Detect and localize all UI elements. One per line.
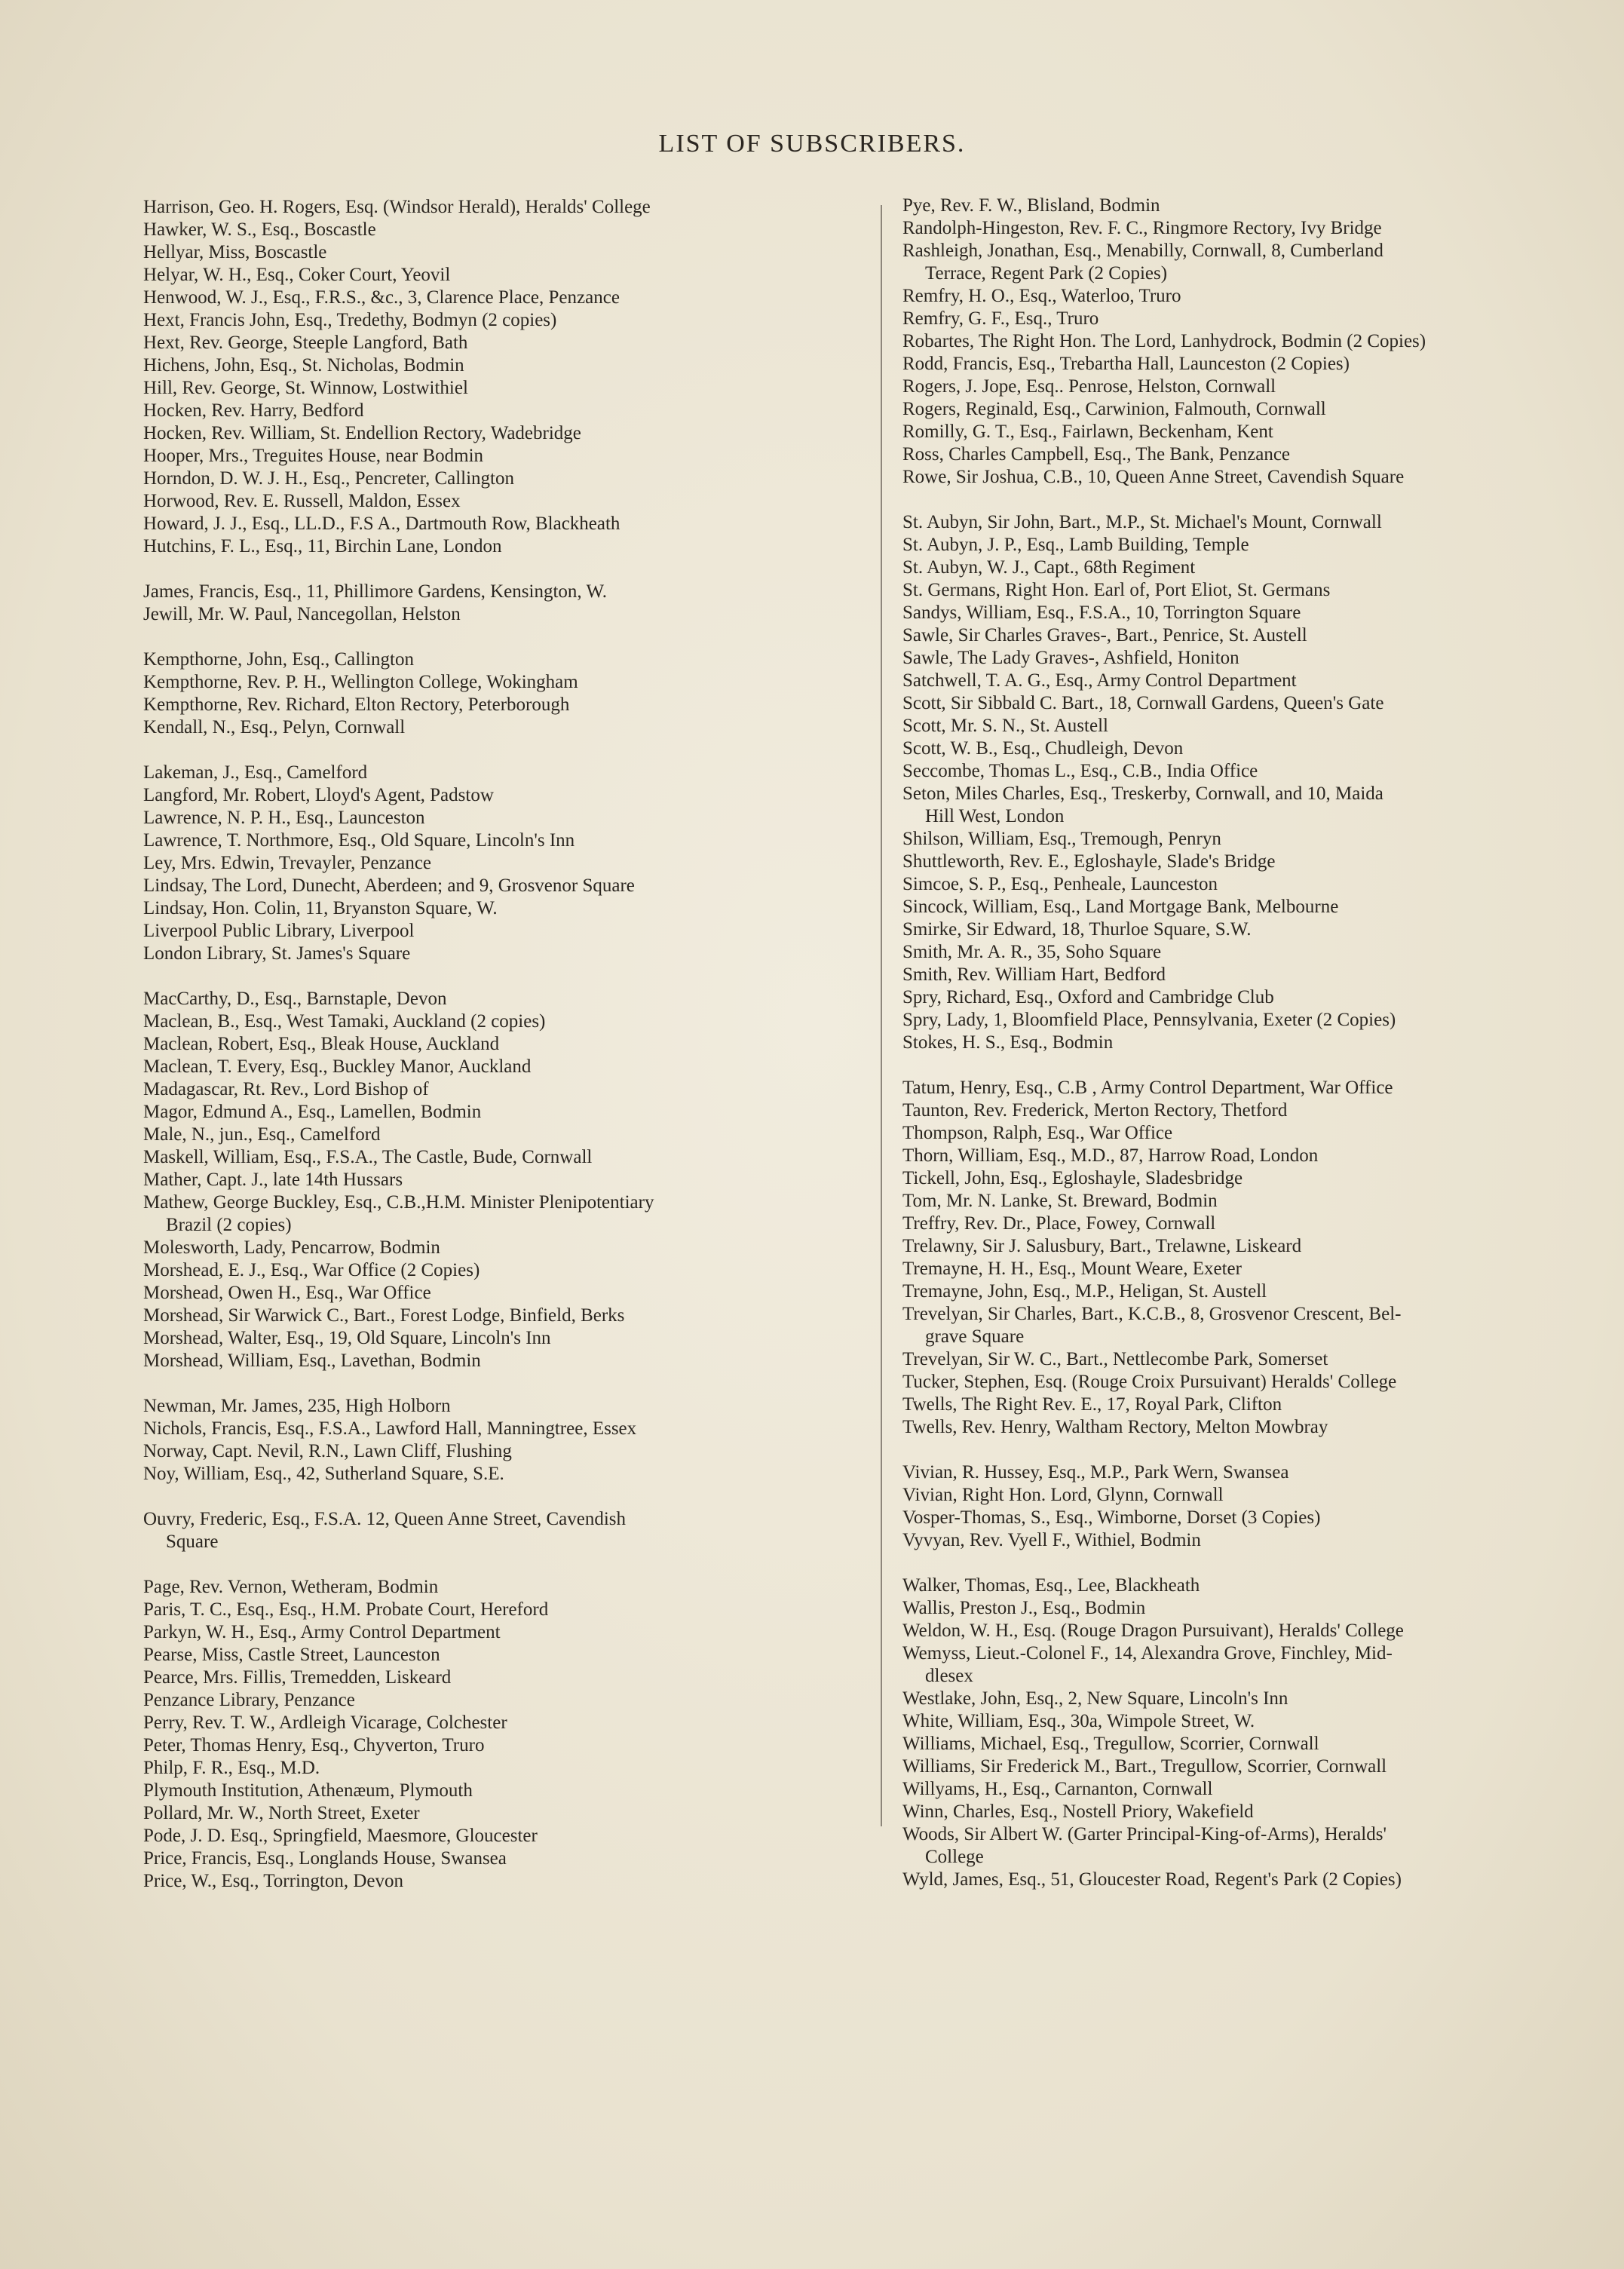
subscriber-entry: Hutchins, F. L., Esq., 11, Birchin Lane, London bbox=[143, 536, 502, 557]
subscriber-entry: Williams, Michael, Esq., Tregullow, Scorrier, Cornwall bbox=[902, 1734, 1319, 1754]
subscriber-entry: Twells, Rev. Henry, Waltham Rectory, Melton Mowbray bbox=[902, 1417, 1328, 1437]
subscriber-entry: Remfry, G. F., Esq., Truro bbox=[902, 308, 1099, 329]
subscriber-entry: Lawrence, T. Northmore, Esq., Old Square, Lincoln's Inn bbox=[143, 830, 575, 851]
subscriber-entry: Lawrence, N. P. H., Esq., Launceston bbox=[143, 808, 425, 828]
subscriber-entry-continuation: Brazil (2 copies) bbox=[166, 1215, 292, 1235]
subscriber-entry: Maskell, William, Esq., F.S.A., The Castle, Bude, Cornwall bbox=[143, 1147, 593, 1167]
subscriber-entry-continuation: Terrace, Regent Park (2 Copies) bbox=[925, 263, 1168, 284]
subscriber-entry: Tremayne, H. H., Esq., Mount Weare, Exeter bbox=[902, 1259, 1242, 1279]
subscriber-entry: Hawker, W. S., Esq., Boscastle bbox=[143, 219, 376, 240]
subscriber-entry: Seccombe, Thomas L., Esq., C.B., India Office bbox=[902, 761, 1258, 781]
subscriber-entry: Mathew, George Buckley, Esq., C.B.,H.M. Minister Plenipotentiary bbox=[143, 1192, 654, 1213]
subscriber-entry: Hichens, John, Esq., St. Nicholas, Bodmin bbox=[143, 355, 464, 376]
subscriber-entry: Henwood, W. J., Esq., F.R.S., &c., 3, Clarence Place, Penzance bbox=[143, 287, 620, 308]
subscriber-entry: London Library, St. James's Square bbox=[143, 943, 411, 964]
subscriber-entry: Walker, Thomas, Esq., Lee, Blackheath bbox=[902, 1575, 1200, 1596]
subscriber-group bbox=[143, 649, 844, 739]
subscriber-entry: Vivian, Right Hon. Lord, Glynn, Cornwall bbox=[902, 1485, 1224, 1505]
subscriber-entry: Shuttleworth, Rev. E., Egloshayle, Slade's Bridge bbox=[902, 851, 1276, 872]
subscriber-entry: Williams, Sir Frederick M., Bart., Tregullow, Scorrier, Cornwall bbox=[902, 1756, 1387, 1777]
subscriber-entry: Mather, Capt. J., late 14th Hussars bbox=[143, 1170, 403, 1190]
subscriber-entry: Rogers, J. Jope, Esq.. Penrose, Helston, Cornwall bbox=[902, 376, 1276, 397]
subscriber-entry: Trevelyan, Sir W. C., Bart., Nettlecombe Park, Somerset bbox=[902, 1349, 1328, 1369]
subscriber-entry: Lindsay, The Lord, Dunecht, Aberdeen; and 9, Grosvenor Square bbox=[143, 875, 635, 896]
subscriber-entry: Weldon, W. H., Esq. (Rouge Dragon Pursuivant), Heralds' College bbox=[902, 1620, 1404, 1641]
subscriber-entry: MacCarthy, D., Esq., Barnstaple, Devon bbox=[143, 989, 447, 1009]
subscriber-entry: Kempthorne, Rev. P. H., Wellington College, Wokingham bbox=[143, 672, 578, 692]
subscriber-entry-continuation: College bbox=[925, 1847, 984, 1867]
subscriber-entry: Ouvry, Frederic, Esq., F.S.A. 12, Queen Anne Street, Cavendish bbox=[143, 1509, 627, 1529]
subscriber-entry: Paris, T. C., Esq., Esq., H.M. Probate Court, Hereford bbox=[143, 1599, 549, 1620]
subscriber-entry: Harrison, Geo. H. Rogers, Esq. (Windsor Herald), Heralds' College bbox=[143, 197, 651, 217]
subscriber-entry: Hocken, Rev. William, St. Endellion Rectory, Wadebridge bbox=[143, 423, 581, 443]
subscriber-group bbox=[902, 1575, 1596, 1891]
subscriber-entry: Pearce, Mrs. Fillis, Tremedden, Liskeard bbox=[143, 1667, 452, 1688]
subscriber-entry: Hext, Francis John, Esq., Tredethy, Bodmyn (2 copies) bbox=[143, 310, 557, 330]
subscriber-entry: Simcoe, S. P., Esq., Penheale, Launceston bbox=[902, 874, 1218, 894]
subscriber-entry: Morshead, Sir Warwick C., Bart., Forest Lodge, Binfield, Berks bbox=[143, 1305, 625, 1326]
subscriber-entry: Langford, Mr. Robert, Lloyd's Agent, Padstow bbox=[143, 785, 494, 805]
subscriber-entry: Stokes, H. S., Esq., Bodmin bbox=[902, 1032, 1114, 1053]
subscriber-entry-continuation: dlesex bbox=[925, 1666, 973, 1686]
subscriber-entry: Kempthorne, John, Esq., Callington bbox=[143, 649, 414, 670]
subscriber-entry: Remfry, H. O., Esq., Waterloo, Truro bbox=[902, 286, 1181, 306]
subscriber-entry: Sincock, William, Esq., Land Mortgage Bank, Melbourne bbox=[902, 897, 1339, 917]
subscriber-group bbox=[902, 1461, 1596, 1552]
subscriber-entry: Jewill, Mr. W. Paul, Nancegollan, Helston bbox=[143, 604, 461, 624]
subscriber-entry: Philp, F. R., Esq., M.D. bbox=[143, 1758, 320, 1778]
subscriber-entry: Satchwell, T. A. G., Esq., Army Control Department bbox=[902, 670, 1297, 691]
subscriber-entry: Willyams, H., Esq., Carnanton, Cornwall bbox=[902, 1779, 1213, 1799]
subscriber-entry: St. Aubyn, W. J., Capt., 68th Regiment bbox=[902, 557, 1196, 578]
subscriber-entry-continuation: grave Square bbox=[925, 1326, 1025, 1347]
subscriber-group bbox=[902, 1077, 1596, 1439]
subscriber-entry: Peter, Thomas Henry, Esq., Chyverton, Truro bbox=[143, 1735, 485, 1755]
subscriber-entry: Horwood, Rev. E. Russell, Maldon, Essex bbox=[143, 491, 461, 511]
subscriber-entry: Tucker, Stephen, Esq. (Rouge Croix Pursuivant) Heralds' College bbox=[902, 1372, 1397, 1392]
subscriber-entry: St. Aubyn, J. P., Esq., Lamb Building, Temple bbox=[902, 535, 1249, 555]
subscriber-entry: Treffry, Rev. Dr., Place, Fowey, Cornwall bbox=[902, 1213, 1216, 1234]
subscriber-entry: Taunton, Rev. Frederick, Merton Rectory, Thetford bbox=[902, 1100, 1288, 1121]
subscriber-entry: Rogers, Reginald, Esq., Carwinion, Falmouth, Cornwall bbox=[902, 399, 1326, 419]
subscriber-entry: Parkyn, W. H., Esq., Army Control Department bbox=[143, 1622, 501, 1642]
subscriber-entry: Pearse, Miss, Castle Street, Launceston bbox=[143, 1645, 440, 1665]
left-column bbox=[143, 196, 844, 1893]
subscriber-entry: Price, W., Esq., Torrington, Devon bbox=[143, 1871, 403, 1891]
subscriber-entry: Morshead, Owen H., Esq., War Office bbox=[143, 1283, 431, 1303]
subscriber-entry: Rowe, Sir Joshua, C.B., 10, Queen Anne Street, Cavendish Square bbox=[902, 467, 1405, 487]
subscriber-entry: Howard, J. J., Esq., LL.D., F.S A., Dartmouth Row, Blackheath bbox=[143, 514, 620, 534]
subscriber-entry: James, Francis, Esq., 11, Phillimore Gardens, Kensington, W. bbox=[143, 581, 607, 602]
subscriber-entry: St. Aubyn, Sir John, Bart., M.P., St. Michael's Mount, Cornwall bbox=[902, 512, 1382, 532]
subscriber-entry: Wallis, Preston J., Esq., Bodmin bbox=[902, 1598, 1146, 1618]
subscriber-entry: Romilly, G. T., Esq., Fairlawn, Beckenham, Kent bbox=[902, 422, 1273, 442]
subscriber-entry: Kempthorne, Rev. Richard, Elton Rectory, Peterborough bbox=[143, 694, 570, 715]
subscriber-entry: Hext, Rev. George, Steeple Langford, Bath bbox=[143, 333, 468, 353]
subscriber-group bbox=[143, 762, 844, 965]
subscriber-entry: Smith, Mr. A. R., 35, Soho Square bbox=[902, 942, 1162, 962]
subscriber-entry: Liverpool Public Library, Liverpool bbox=[143, 921, 415, 941]
subscriber-group bbox=[902, 511, 1596, 1054]
subscriber-entry: Vosper-Thomas, S., Esq., Wimborne, Dorset (3 Copies) bbox=[902, 1507, 1321, 1528]
subscriber-entry: Helyar, W. H., Esq., Coker Court, Yeovil bbox=[143, 265, 451, 285]
subscriber-entry: Vyvyan, Rev. Vyell F., Withiel, Bodmin bbox=[902, 1530, 1201, 1550]
subscriber-entry: White, William, Esq., 30a, Wimpole Street, W. bbox=[902, 1711, 1255, 1731]
subscriber-entry: Rashleigh, Jonathan, Esq., Menabilly, Cornwall, 8, Cumberland bbox=[902, 241, 1383, 261]
subscriber-group bbox=[143, 1508, 844, 1553]
subscriber-entry: Spry, Richard, Esq., Oxford and Cambridge Club bbox=[902, 987, 1274, 1007]
subscriber-entry: Westlake, John, Esq., 2, New Square, Lincoln's Inn bbox=[902, 1688, 1288, 1709]
subscriber-entry: Madagascar, Rt. Rev., Lord Bishop of bbox=[143, 1079, 429, 1099]
subscriber-entry: Thompson, Ralph, Esq., War Office bbox=[902, 1123, 1173, 1143]
subscriber-entry: Sawle, Sir Charles Graves-, Bart., Penrice, St. Austell bbox=[902, 625, 1307, 645]
subscriber-group bbox=[902, 195, 1596, 489]
right-column bbox=[902, 195, 1596, 1891]
subscriber-entry: Hooper, Mrs., Treguites House, near Bodmin bbox=[143, 446, 484, 466]
subscriber-entry: Perry, Rev. T. W., Ardleigh Vicarage, Colchester bbox=[143, 1712, 507, 1733]
subscriber-entry: Maclean, B., Esq., West Tamaki, Auckland (2 copies) bbox=[143, 1011, 546, 1032]
subscriber-entry: Page, Rev. Vernon, Wetheram, Bodmin bbox=[143, 1577, 439, 1597]
subscriber-entry: Robartes, The Right Hon. The Lord, Lanhydrock, Bodmin (2 Copies) bbox=[902, 331, 1426, 351]
subscriber-entry: Scott, W. B., Esq., Chudleigh, Devon bbox=[902, 738, 1184, 759]
subscriber-entry: Tickell, John, Esq., Egloshayle, Sladesbridge bbox=[902, 1168, 1243, 1188]
subscriber-entry: Norway, Capt. Nevil, R.N., Lawn Cliff, Flushing bbox=[143, 1441, 512, 1461]
subscriber-entry: Morshead, Walter, Esq., 19, Old Square, Lincoln's Inn bbox=[143, 1328, 551, 1348]
subscriber-entry: Winn, Charles, Esq., Nostell Priory, Wakefield bbox=[902, 1801, 1254, 1822]
page-title: LIST OF SUBSCRIBERS. bbox=[658, 130, 966, 158]
subscriber-entry-continuation: Hill West, London bbox=[925, 806, 1065, 826]
subscriber-entry: Maclean, T. Every, Esq., Buckley Manor, Auckland bbox=[143, 1056, 532, 1077]
subscriber-entry: Magor, Edmund A., Esq., Lamellen, Bodmin bbox=[143, 1102, 482, 1122]
column-divider bbox=[881, 205, 882, 1826]
subscriber-entry: Scott, Mr. S. N., St. Austell bbox=[902, 716, 1108, 736]
subscriber-entry: Noy, William, Esq., 42, Sutherland Square, S.E. bbox=[143, 1464, 504, 1484]
subscriber-entry: Hellyar, Miss, Boscastle bbox=[143, 242, 327, 262]
subscriber-entry: Pollard, Mr. W., North Street, Exeter bbox=[143, 1803, 420, 1823]
subscriber-entry-continuation: Square bbox=[166, 1532, 219, 1552]
subscriber-entry: Twells, The Right Rev. E., 17, Royal Park, Clifton bbox=[902, 1394, 1282, 1415]
subscriber-group bbox=[143, 581, 844, 626]
subscriber-entry: Smirke, Sir Edward, 18, Thurloe Square, S.W. bbox=[902, 919, 1252, 940]
subscriber-entry: Spry, Lady, 1, Bloomfield Place, Pennsylvania, Exeter (2 Copies) bbox=[902, 1010, 1396, 1030]
subscriber-entry: Sawle, The Lady Graves-, Ashfield, Honiton bbox=[902, 648, 1239, 668]
subscriber-entry: Kendall, N., Esq., Pelyn, Cornwall bbox=[143, 717, 406, 737]
subscriber-entry: Male, N., jun., Esq., Camelford bbox=[143, 1124, 381, 1145]
subscriber-entry: Hocken, Rev. Harry, Bedford bbox=[143, 400, 364, 421]
subscriber-entry: Thorn, William, Esq., M.D., 87, Harrow Road, London bbox=[902, 1145, 1319, 1166]
subscriber-entry: Pode, J. D. Esq., Springfield, Maesmore, Gloucester bbox=[143, 1826, 538, 1846]
subscriber-entry: Horndon, D. W. J. H., Esq., Pencreter, Callington bbox=[143, 468, 515, 489]
subscriber-entry: Pye, Rev. F. W., Blisland, Bodmin bbox=[902, 195, 1160, 216]
subscriber-entry: Hill, Rev. George, St. Winnow, Lostwithiel bbox=[143, 378, 468, 398]
subscriber-entry: Scott, Sir Sibbald C. Bart., 18, Cornwall Gardens, Queen's Gate bbox=[902, 693, 1384, 713]
subscriber-entry: Lakeman, J., Esq., Camelford bbox=[143, 762, 368, 783]
subscriber-entry: Nichols, Francis, Esq., F.S.A., Lawford Hall, Manningtree, Essex bbox=[143, 1418, 637, 1439]
subscriber-entry: Wemyss, Lieut.-Colonel F., 14, Alexandra Grove, Finchley, Mid- bbox=[902, 1643, 1393, 1663]
subscriber-group bbox=[143, 1576, 844, 1893]
subscriber-entry: Shilson, William, Esq., Tremough, Penryn bbox=[902, 829, 1221, 849]
subscriber-entry: Randolph-Hingeston, Rev. F. C., Ringmore Rectory, Ivy Bridge bbox=[902, 218, 1382, 238]
subscriber-entry: Price, Francis, Esq., Longlands House, Swansea bbox=[143, 1848, 507, 1869]
subscriber-entry: Lindsay, Hon. Colin, 11, Bryanston Square, W. bbox=[143, 898, 498, 918]
subscriber-group bbox=[143, 988, 844, 1372]
subscriber-entry: Smith, Rev. William Hart, Bedford bbox=[902, 964, 1166, 985]
subscriber-entry: Trevelyan, Sir Charles, Bart., K.C.B., 8, Grosvenor Crescent, Bel- bbox=[902, 1304, 1402, 1324]
subscriber-group bbox=[143, 1395, 844, 1486]
subscriber-entry: Woods, Sir Albert W. (Garter Principal-King-of-Arms), Heralds' bbox=[902, 1824, 1387, 1844]
subscriber-entry: Wyld, James, Esq., 51, Gloucester Road, Regent's Park (2 Copies) bbox=[902, 1869, 1402, 1890]
subscriber-entry: Ley, Mrs. Edwin, Trevayler, Penzance bbox=[143, 853, 432, 873]
subscriber-entry: Vivian, R. Hussey, Esq., M.P., Park Wern, Swansea bbox=[902, 1462, 1289, 1483]
subscriber-entry: Morshead, E. J., Esq., War Office (2 Copies) bbox=[143, 1260, 480, 1280]
subscriber-entry: Tremayne, John, Esq., M.P., Heligan, St. Austell bbox=[902, 1281, 1267, 1302]
subscriber-entry: Newman, Mr. James, 235, High Holborn bbox=[143, 1396, 451, 1416]
subscriber-entry: Morshead, William, Esq., Lavethan, Bodmin bbox=[143, 1351, 481, 1371]
subscriber-entry: Plymouth Institution, Athenæum, Plymouth bbox=[143, 1780, 473, 1801]
subscriber-entry: Penzance Library, Penzance bbox=[143, 1690, 355, 1710]
subscriber-entry: Trelawny, Sir J. Salusbury, Bart., Trelawne, Liskeard bbox=[902, 1236, 1302, 1256]
subscriber-entry: Tatum, Henry, Esq., C.B , Army Control Department, War Office bbox=[902, 1078, 1393, 1098]
subscriber-entry: Ross, Charles Campbell, Esq., The Bank, Penzance bbox=[902, 444, 1291, 465]
subscriber-entry: Rodd, Francis, Esq., Trebartha Hall, Launceston (2 Copies) bbox=[902, 354, 1350, 374]
subscriber-entry: Molesworth, Lady, Pencarrow, Bodmin bbox=[143, 1237, 440, 1258]
subscriber-entry: St. Germans, Right Hon. Earl of, Port Eliot, St. Germans bbox=[902, 580, 1331, 600]
subscriber-entry: Tom, Mr. N. Lanke, St. Breward, Bodmin bbox=[902, 1191, 1218, 1211]
subscriber-entry: Sandys, William, Esq., F.S.A., 10, Torrington Square bbox=[902, 603, 1301, 623]
subscriber-entry: Maclean, Robert, Esq., Bleak House, Auckland bbox=[143, 1034, 500, 1054]
subscriber-group bbox=[143, 196, 844, 558]
subscriber-entry: Seton, Miles Charles, Esq., Treskerby, Cornwall, and 10, Maida bbox=[902, 783, 1383, 804]
